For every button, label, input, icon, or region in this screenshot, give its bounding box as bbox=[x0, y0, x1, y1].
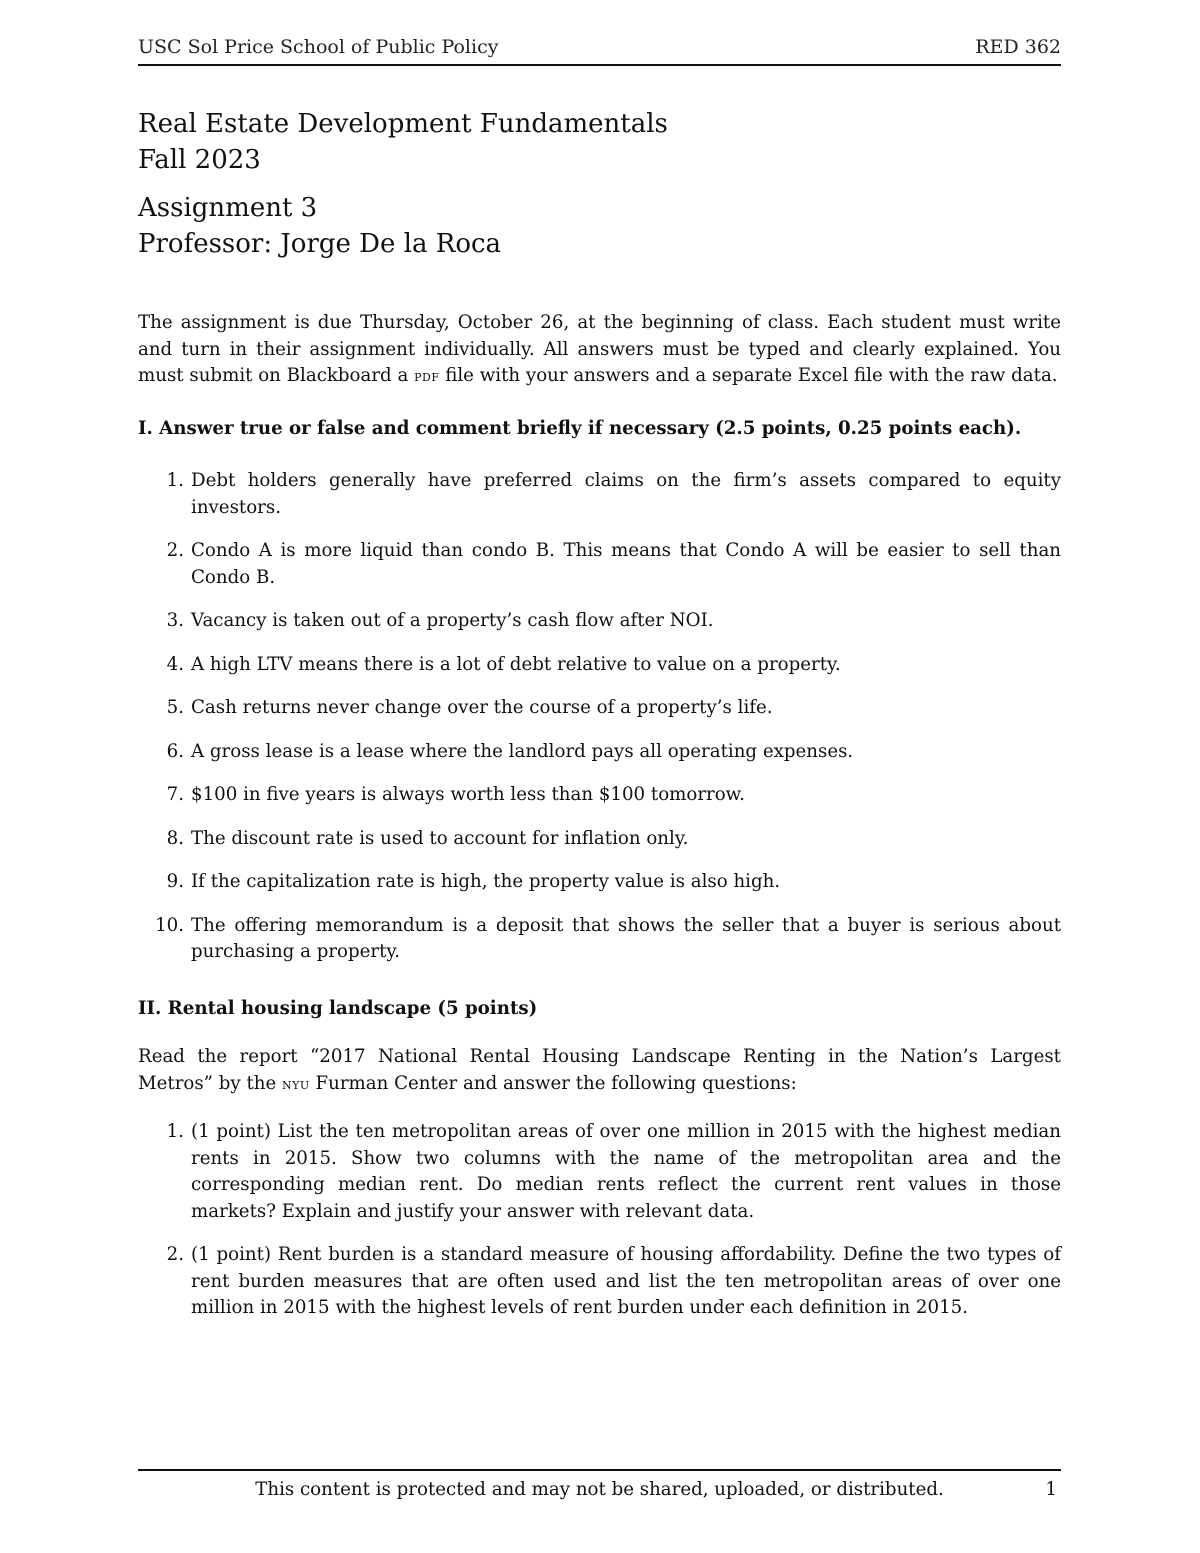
header-course-code: RED 362 bbox=[975, 36, 1061, 58]
item-text: Vacancy is taken out of a property’s cash flow after NOI. bbox=[191, 610, 714, 631]
page-number: 1 bbox=[1045, 1479, 1057, 1500]
section-2-intro-part-1: Read the report “2017 National Rental Housing Landscape Renting in the Nation’s Largest Metros” by the bbox=[138, 1046, 1061, 1094]
list-item bbox=[138, 468, 1061, 521]
list-item bbox=[138, 913, 1061, 966]
item-number: 7. bbox=[166, 784, 184, 805]
item-number: 4. bbox=[166, 653, 184, 675]
list-item bbox=[138, 695, 1061, 722]
document-page bbox=[138, 0, 1061, 1553]
item-text: Condo A is more liquid than condo B. This means that Condo A will be easier to sell than Condo B. bbox=[191, 540, 1061, 588]
header-rule bbox=[138, 64, 1061, 66]
item-text: $100 in five years is always worth less than $100 tomorrow. bbox=[191, 784, 745, 805]
item-number: 9. bbox=[166, 871, 184, 892]
header-institution: USC Sol Price School of Public Policy bbox=[138, 36, 499, 58]
list-item bbox=[138, 538, 1061, 591]
list-item bbox=[138, 1119, 1061, 1225]
intro-paragraph bbox=[138, 310, 1061, 390]
list-item bbox=[138, 869, 1061, 896]
copyright-notice: This content is protected and may not be shared, uploaded, or distributed. bbox=[255, 1479, 944, 1500]
list-item bbox=[138, 1242, 1061, 1322]
section-2-heading: II. Rental housing landscape (5 points) bbox=[138, 997, 538, 1019]
title-block bbox=[138, 106, 1061, 262]
item-text: If the capitalization rate is high, the property value is also high. bbox=[191, 871, 781, 892]
course-title: Real Estate Development Fundamentals bbox=[138, 109, 668, 139]
item-number: 3. bbox=[166, 610, 184, 631]
intro-text-part-1: The assignment is due Thursday, October 26, at the beginning of class. Each student must write and turn in their assignment individually. All answers must be typed and clearly explained. You must submit on Blackboard a bbox=[138, 312, 1061, 386]
item-number: 1. bbox=[166, 470, 184, 491]
section-1-heading: I. Answer true or false and comment briefly if necessary (2.5 points, 0.25 points each). bbox=[138, 417, 1022, 439]
document-body bbox=[138, 310, 1061, 1322]
nyu-abbreviation: nyu bbox=[282, 1073, 310, 1093]
item-text: Cash returns never change over the course of a property’s life. bbox=[191, 697, 773, 718]
item-number: 10. bbox=[155, 914, 184, 936]
item-text: The discount rate is used to account for inflation only. bbox=[191, 827, 689, 849]
footer-rule bbox=[138, 1469, 1061, 1471]
section-2-intro bbox=[138, 1044, 1061, 1097]
item-number: 6. bbox=[166, 740, 184, 762]
professor-name: Professor: Jorge De la Roca bbox=[138, 229, 502, 259]
list-item bbox=[138, 739, 1061, 766]
intro-text-part-2: file with your answers and a separate Excel file with the raw data. bbox=[439, 365, 1058, 386]
list-item bbox=[138, 652, 1061, 679]
item-number: 5. bbox=[166, 697, 184, 718]
section-1-question-list bbox=[138, 468, 1061, 966]
item-text: (1 point) List the ten metropolitan areas of over one million in 2015 with the highest median rents in 2015. Show two columns with the name of the metropolitan area and the corresponding median rent. Do median rents reflect the current rent values in those markets? Explain and justify your answer with relevant data. bbox=[191, 1121, 1061, 1222]
list-item bbox=[138, 826, 1061, 853]
item-text: Debt holders generally have preferred claims on the firm’s assets compared to equity investors. bbox=[191, 470, 1061, 518]
item-number: 1. bbox=[166, 1121, 184, 1142]
item-number: 2. bbox=[166, 1244, 184, 1265]
list-item bbox=[138, 608, 1061, 635]
item-text: A gross lease is a lease where the landlord pays all operating expenses. bbox=[191, 740, 854, 762]
pdf-abbreviation: pdf bbox=[414, 366, 440, 385]
item-text: (1 point) Rent burden is a standard measure of housing affordability. Define the two types of rent burden measures that are often used and list the ten metropolitan areas of over one million in 2015 with the highest levels of rent burden under each definition in 2015. bbox=[191, 1244, 1061, 1318]
course-term: Fall 2023 bbox=[138, 145, 261, 175]
item-text: A high LTV means there is a lot of debt relative to value on a property. bbox=[191, 653, 841, 675]
item-number: 2. bbox=[166, 540, 184, 561]
assignment-title: Assignment 3 bbox=[138, 193, 318, 223]
item-text: The offering memorandum is a deposit that shows the seller that a buyer is serious about purchasing a property. bbox=[191, 914, 1061, 962]
section-2-question-list bbox=[138, 1119, 1061, 1322]
list-item bbox=[138, 782, 1061, 809]
item-number: 8. bbox=[166, 827, 184, 849]
section-2-intro-part-2: Furman Center and answer the following questions: bbox=[309, 1072, 797, 1094]
running-header bbox=[138, 36, 1061, 58]
